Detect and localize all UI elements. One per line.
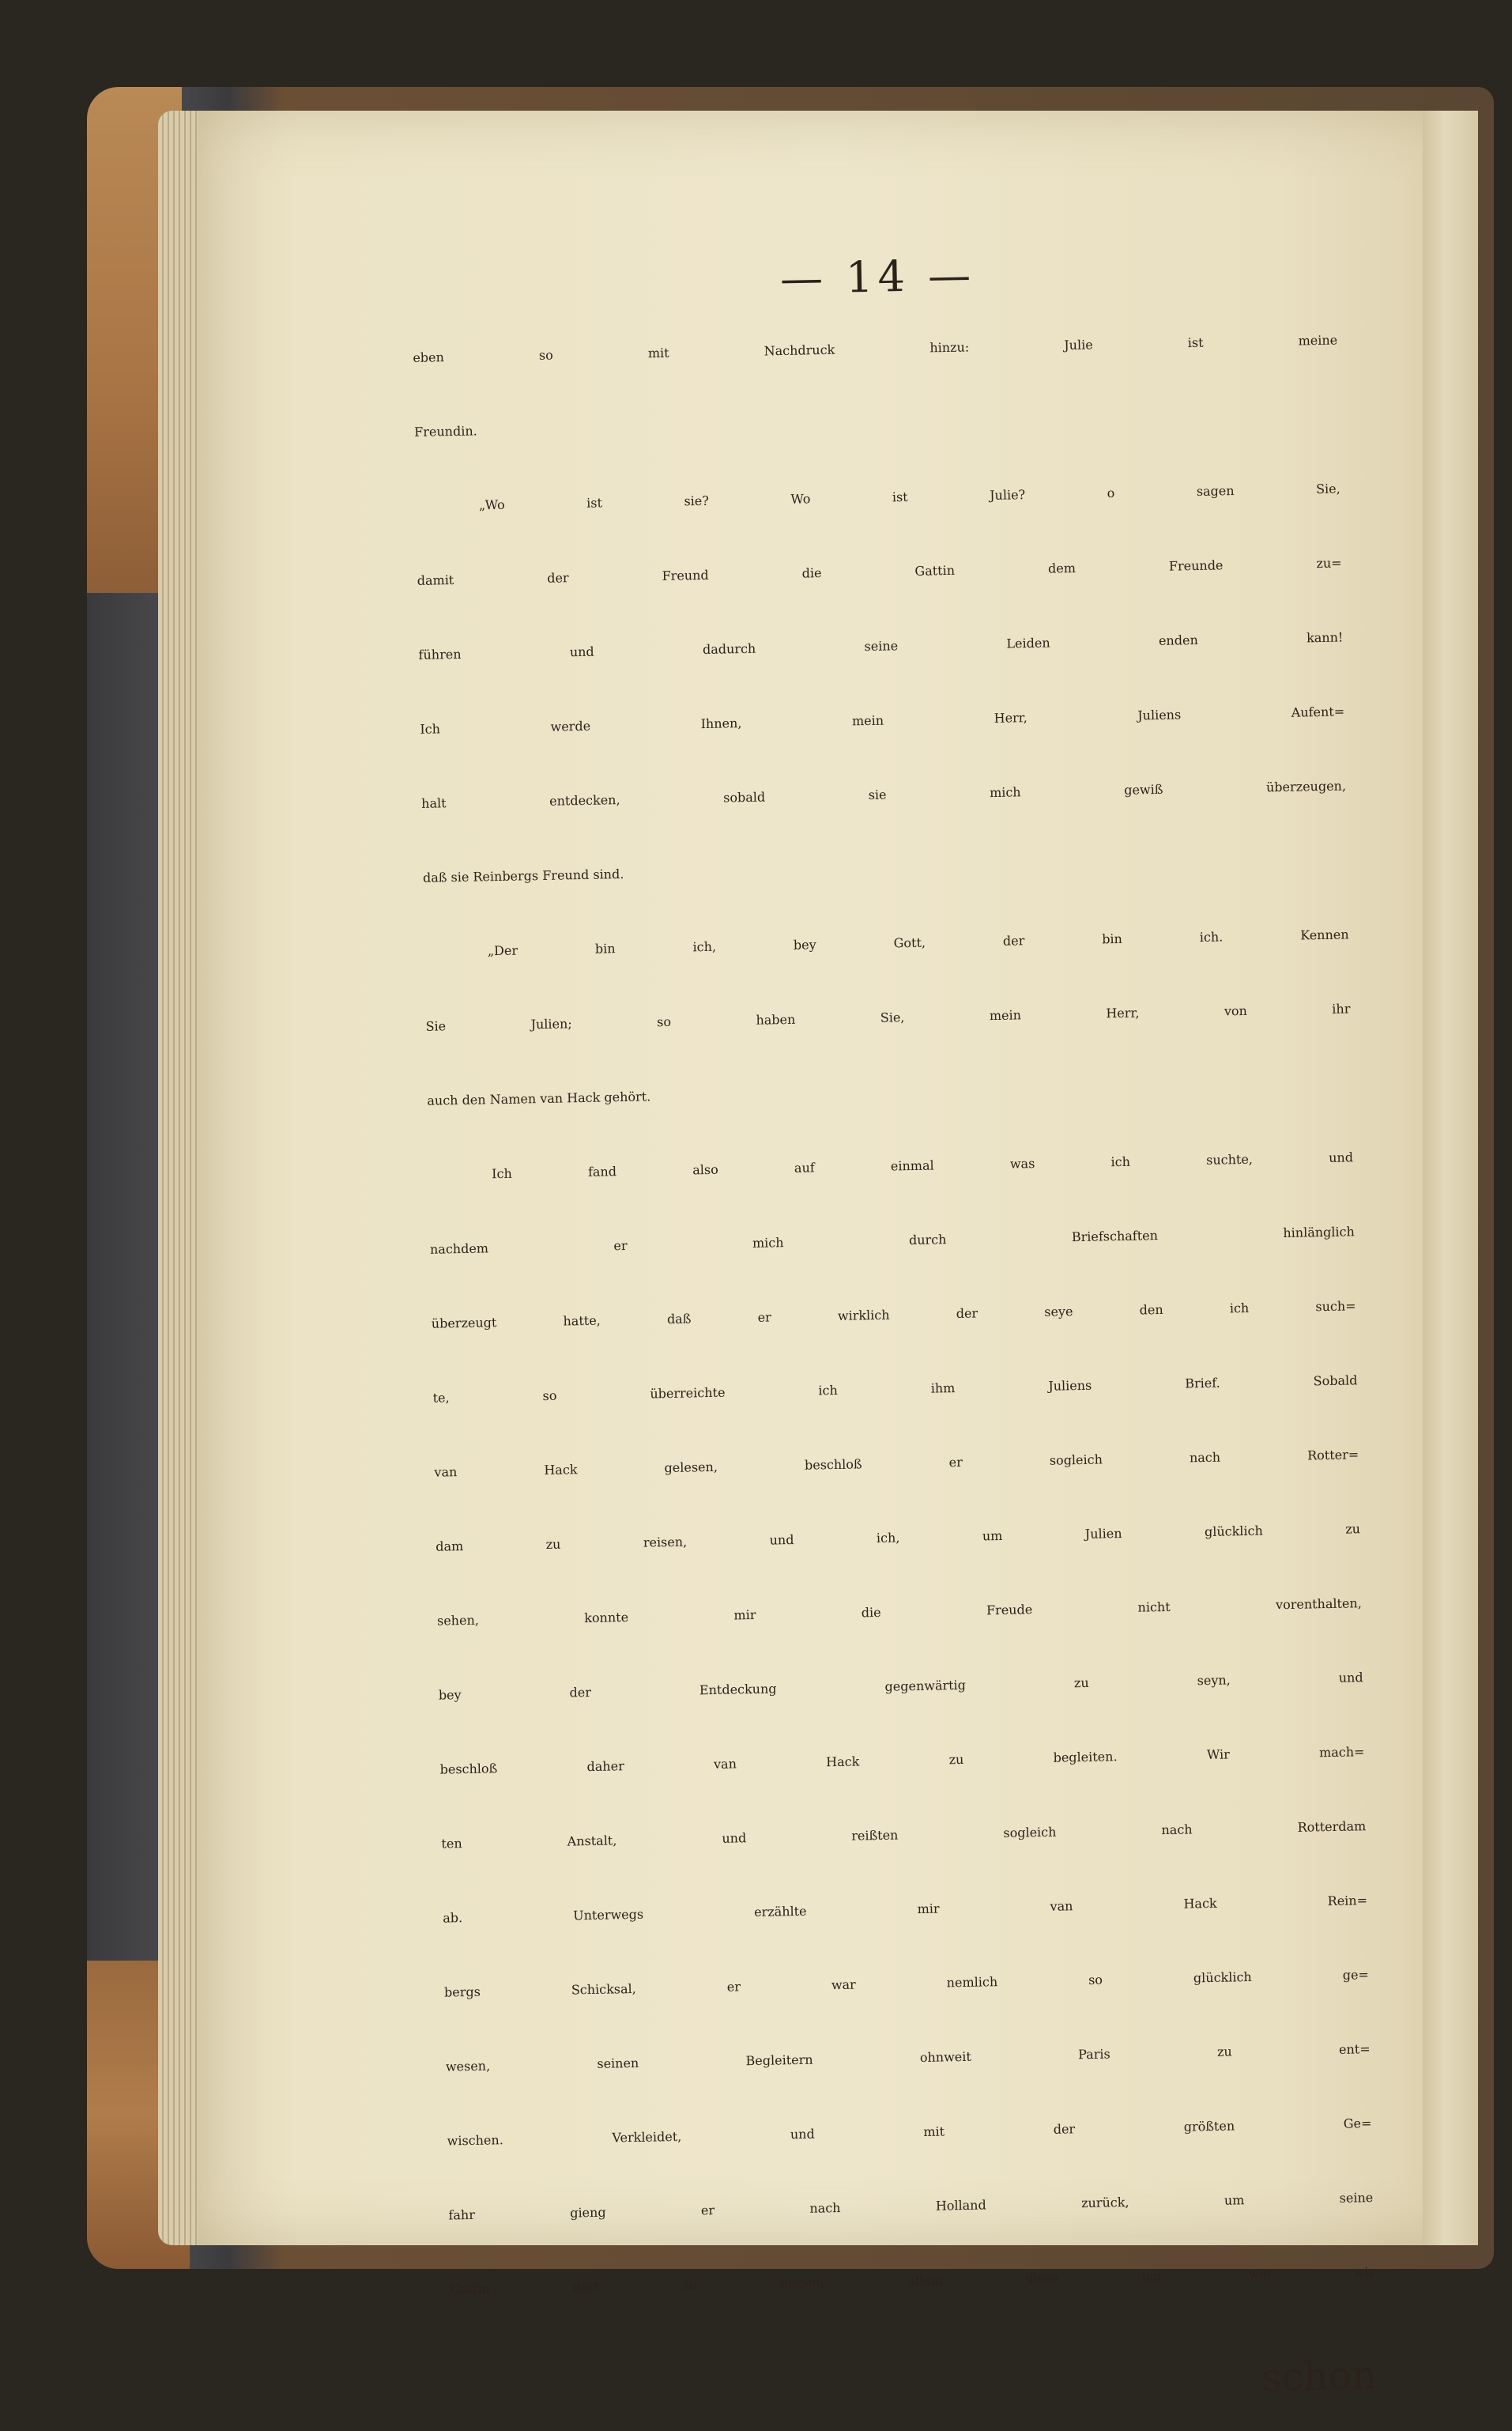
text-line: eben so mit Nachdruck hinzu: Julie ist meine bbox=[413, 332, 1338, 365]
text-line: „Wo ist sie? Wo ist Julie? o sagen Sie, bbox=[478, 481, 1340, 513]
text-line: ab. Unterwegs erzählte mir van Hack Rein= bbox=[443, 1893, 1368, 1926]
text-line: auch den Namen van Hack gehört. bbox=[427, 1089, 651, 1108]
text-line: halt entdecken, sobald sie mich gewiß überzeugen, bbox=[420, 778, 1347, 811]
text-line: Sie Julien; so haben Sie, mein Herr, von ihr bbox=[425, 1001, 1351, 1034]
text-line: nachdem er mich durch Briefschaften hinlänglich bbox=[429, 1224, 1355, 1257]
text-line: beschloß daher van Hack zu begleiten. Wir mach= bbox=[439, 1744, 1365, 1777]
text-lines bbox=[413, 333, 1376, 2357]
text-line: wischen. Verkleidet, und mit der größten Ge= bbox=[447, 2116, 1372, 2149]
text-line: dam zu reisen, und ich, um Julien glücklich zu bbox=[436, 1521, 1361, 1554]
text-line: fahr gieng er nach Holland zurück, um seine bbox=[448, 2190, 1374, 2223]
text-line: van Hack gelesen, beschloß er sogleich nach Rotter= bbox=[434, 1447, 1359, 1480]
text-line: wesen, seinen Begleitern ohnweit Paris zu ent= bbox=[445, 2041, 1371, 2074]
text-line: te, so überreichte ich ihm Juliens Brief. Sobald bbox=[432, 1372, 1358, 1406]
text-line: bey der Entdeckung gegenwärtig zu seyn, und bbox=[438, 1670, 1363, 1703]
text-line: führen und dadurch seine Leiden enden kann! bbox=[418, 629, 1344, 662]
text-line: Ich fand also auf einmal was ich suchte, und bbox=[492, 1149, 1354, 1182]
text-line: „Der bin ich, bey Gott, der bin ich. Kennen bbox=[487, 927, 1349, 959]
text-line: überzeugt hatte, daß er wirklich der seye den ich such= bbox=[431, 1298, 1356, 1331]
text-line: sehen, konnte mir die Freude nicht vorenthalten, bbox=[436, 1595, 1362, 1629]
text-line: ten Anstalt, und reißten sogleich nach Rotterdam bbox=[441, 1818, 1367, 1852]
text-line: Ich werde Ihnen, mein Herr, Juliens Aufent= bbox=[420, 704, 1345, 737]
text-line: Freundin. bbox=[413, 423, 477, 440]
page-text-block bbox=[411, 243, 1377, 2431]
text-line: damit der Freund die Gattin dem Freunde zu= bbox=[417, 555, 1342, 588]
text-line: Gattin dort zu finden; allein diese lag, wie wir bbox=[450, 2264, 1375, 2297]
text-line: daß sie Reinbergs Freund sind. bbox=[422, 866, 624, 885]
page-number: — 14 — bbox=[779, 250, 976, 304]
catchword: schon bbox=[1261, 2353, 1378, 2400]
facing-page-edge bbox=[1423, 111, 1478, 2245]
text-line: bergs Schicksal, er war nemlich so glücklich ge= bbox=[443, 1967, 1370, 2000]
